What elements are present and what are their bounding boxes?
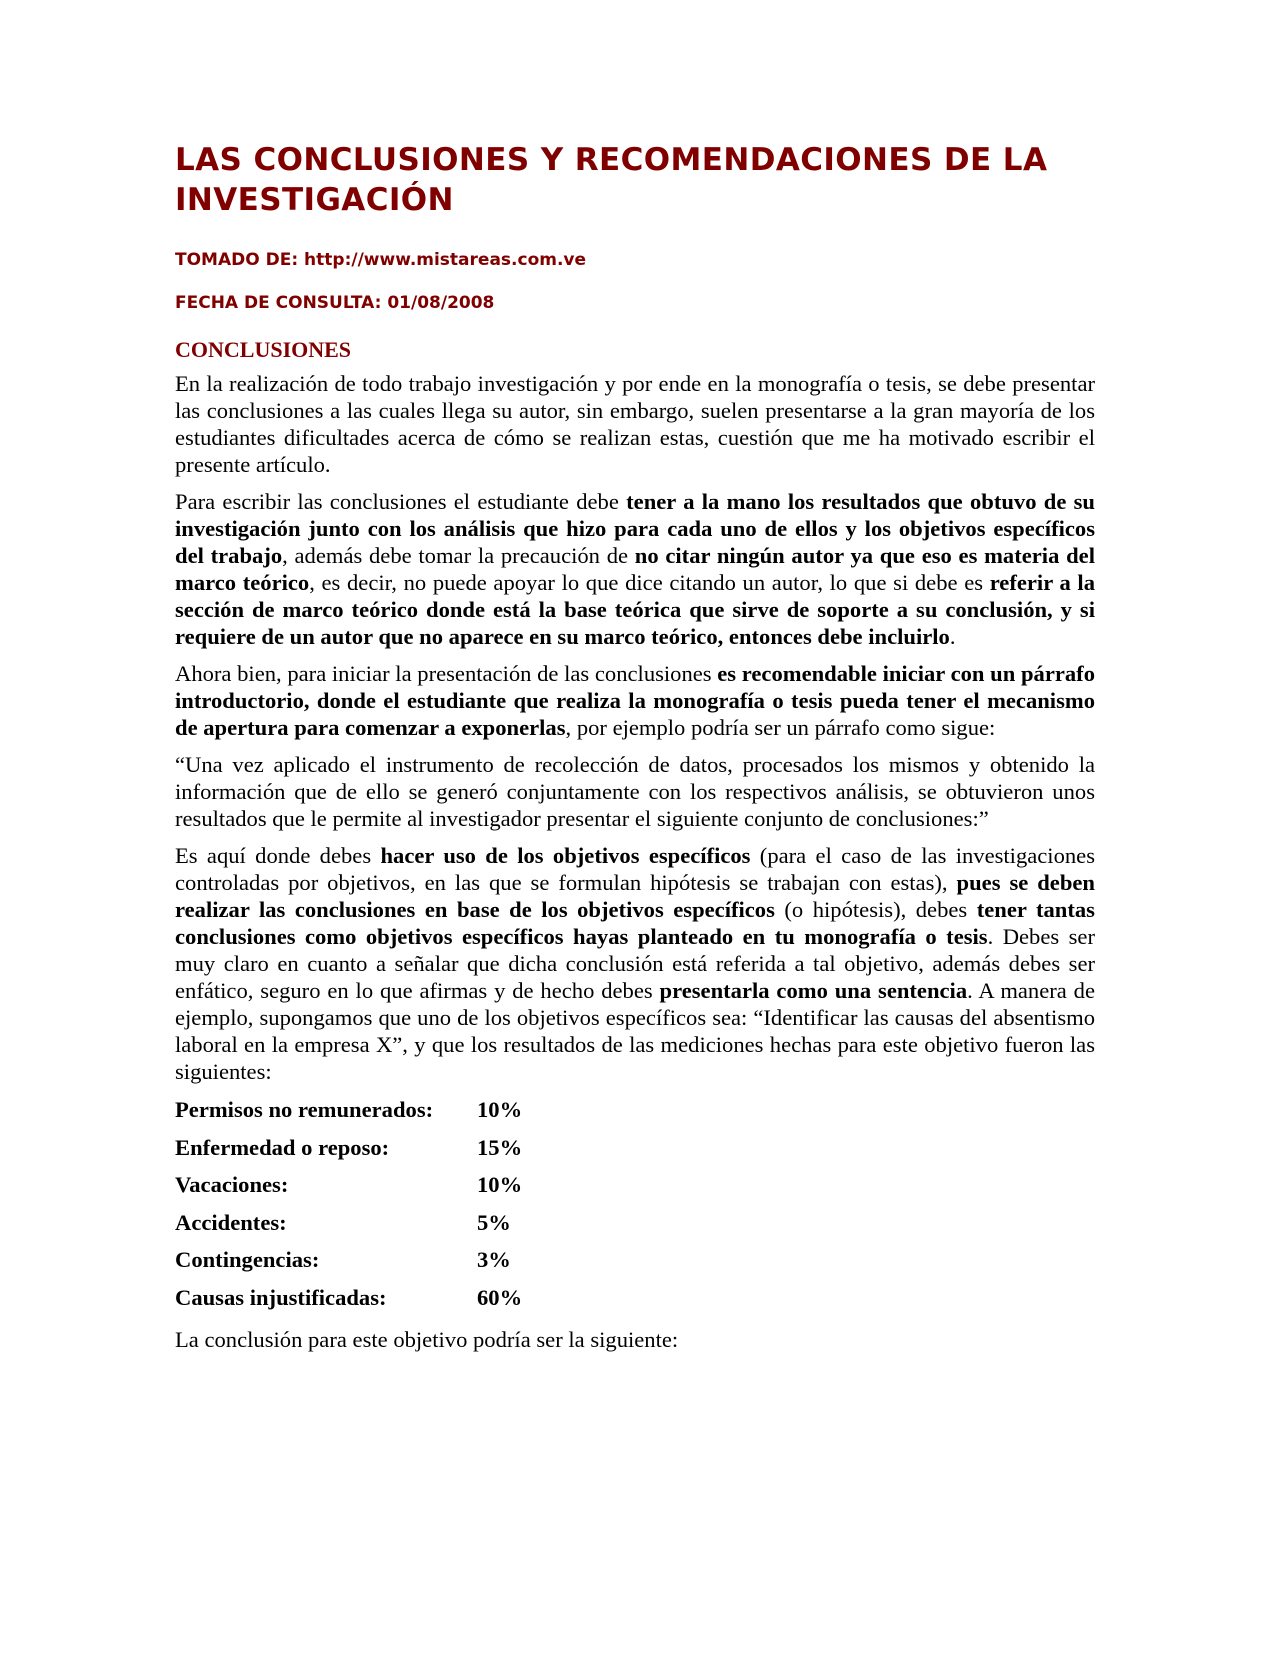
document-title: LAS CONCLUSIONES Y RECOMENDACIONES DE LA INVESTIGACIÓN (175, 142, 1048, 218)
text-run: (o hipótesis), debes (774, 897, 977, 922)
text-run: Ahora bien, para iniciar la presentación de las conclusiones (175, 661, 718, 686)
bold-run: tener a la mano los resultados que obtuvo de su investigación junto con los análisis que hizo para cada uno de ellos y los objetivos específicos del trabajo (175, 489, 1095, 568)
stat-value: 10% (477, 1097, 523, 1122)
text-run: , por ejemplo podría ser un párrafo como sigue: (565, 715, 996, 740)
stat-label: Contingencias: (175, 1247, 320, 1272)
text-run: , es decir, no puede apoyar lo que dice citando un autor, lo que si debe es (309, 570, 990, 595)
stat-label: Vacaciones: (175, 1172, 289, 1197)
paragraph-conclusion-lead: La conclusión para este objetivo podría ser la siguiente: (175, 1327, 679, 1352)
text-run: , además debe tomar la precaución de (282, 543, 635, 568)
bold-run: presentarla como una sentencia (659, 978, 968, 1003)
text-run: Es aquí donde debes (175, 843, 381, 868)
absenteeism-stats-list (175, 1095, 1095, 1320)
text-run: . Debes ser muy claro en cuanto a señalar que dicha conclusión está referida a tal objetivo, además debes ser enfático, seguro en lo que afirmas y de hecho debes (175, 924, 1095, 1003)
paragraph-specific-objectives (175, 842, 1095, 1085)
stat-value: 15% (477, 1134, 523, 1160)
bold-run: referir a la sección de marco teórico donde está la base teórica que sirve de soporte a su conclusión, y si requiere de un autor que no aparece en su marco teórico, entonces debe incluirlo (175, 570, 1096, 649)
text-run: (para el caso de las investigaciones controladas por objetivos, en las que se formulan hipótesis se trabajan con estas), (175, 843, 1095, 895)
paragraph-writing-conclusions (175, 488, 1095, 650)
text-run: . A manera de ejemplo, supongamos que uno de los objetivos específicos sea: “Identificar las causas del absentismo laboral en la empresa X”, y que los resultados de las mediciones hechas para este objetivo fueron las siguientes: (175, 978, 1096, 1084)
stat-row (175, 1208, 1095, 1246)
stat-row (175, 1095, 1095, 1133)
section-heading-conclusiones: CONCLUSIONES (175, 337, 352, 362)
stat-row (175, 1245, 1095, 1283)
stat-label: Permisos no remunerados: (175, 1097, 434, 1122)
stat-label: Accidentes: (175, 1209, 287, 1235)
bold-run: hacer uso de los objetivos específicos (380, 843, 751, 868)
source-line: TOMADO DE: http://www.mistareas.com.ve (175, 250, 587, 270)
paragraph-intro: En la realización de todo trabajo investigación y por ende en la monografía o tesis, se debe presentar las conclusiones a las cuales llega su autor, sin embargo, suelen presentarse a la gran mayoría de los estudiantes dificultades acerca de cómo se realizan estas, cuestión que me ha motivado escribir el presente artículo. (175, 371, 1095, 477)
bold-run: pues se deben realizar las conclusiones en base de los objetivos específicos (175, 870, 1095, 922)
bold-run: no citar ningún autor ya que eso es materia del marco teórico (175, 543, 1095, 595)
text-run: Para escribir las conclusiones el estudiante debe (175, 489, 627, 514)
consultation-date: FECHA DE CONSULTA: 01/08/2008 (175, 293, 495, 313)
stat-label: Enfermedad o reposo: (175, 1134, 390, 1160)
stat-value: 60% (477, 1284, 523, 1310)
bold-run: es recomendable iniciar con un párrafo introductorio, donde el estudiante que realiza la monografía o tesis pueda tener el mecanismo de apertura para comenzar a exponerlas (175, 661, 1095, 740)
stat-value: 3% (477, 1247, 511, 1272)
stat-label: Causas injustificadas: (175, 1284, 387, 1310)
stat-row (175, 1283, 1095, 1321)
paragraph-introductory (175, 660, 1095, 741)
bold-run: tener tantas conclusiones como objetivos específicos hayas planteado en tu monografía o tesis (175, 897, 1095, 949)
paragraph-quote-example: “Una vez aplicado el instrumento de recolección de datos, procesados los mismos y obtenido la información que de ello se generó conjuntamente con los respectivos análisis, se obtuvieron unos resultados que le permite al investigador presentar el siguiente conjunto de conclusiones:” (175, 752, 1095, 831)
text-run: . (949, 624, 956, 649)
stat-row (175, 1133, 1095, 1171)
stat-value: 10% (477, 1172, 523, 1197)
document-page (175, 140, 1095, 1363)
stat-row (175, 1170, 1095, 1208)
stat-value: 5% (477, 1209, 511, 1235)
